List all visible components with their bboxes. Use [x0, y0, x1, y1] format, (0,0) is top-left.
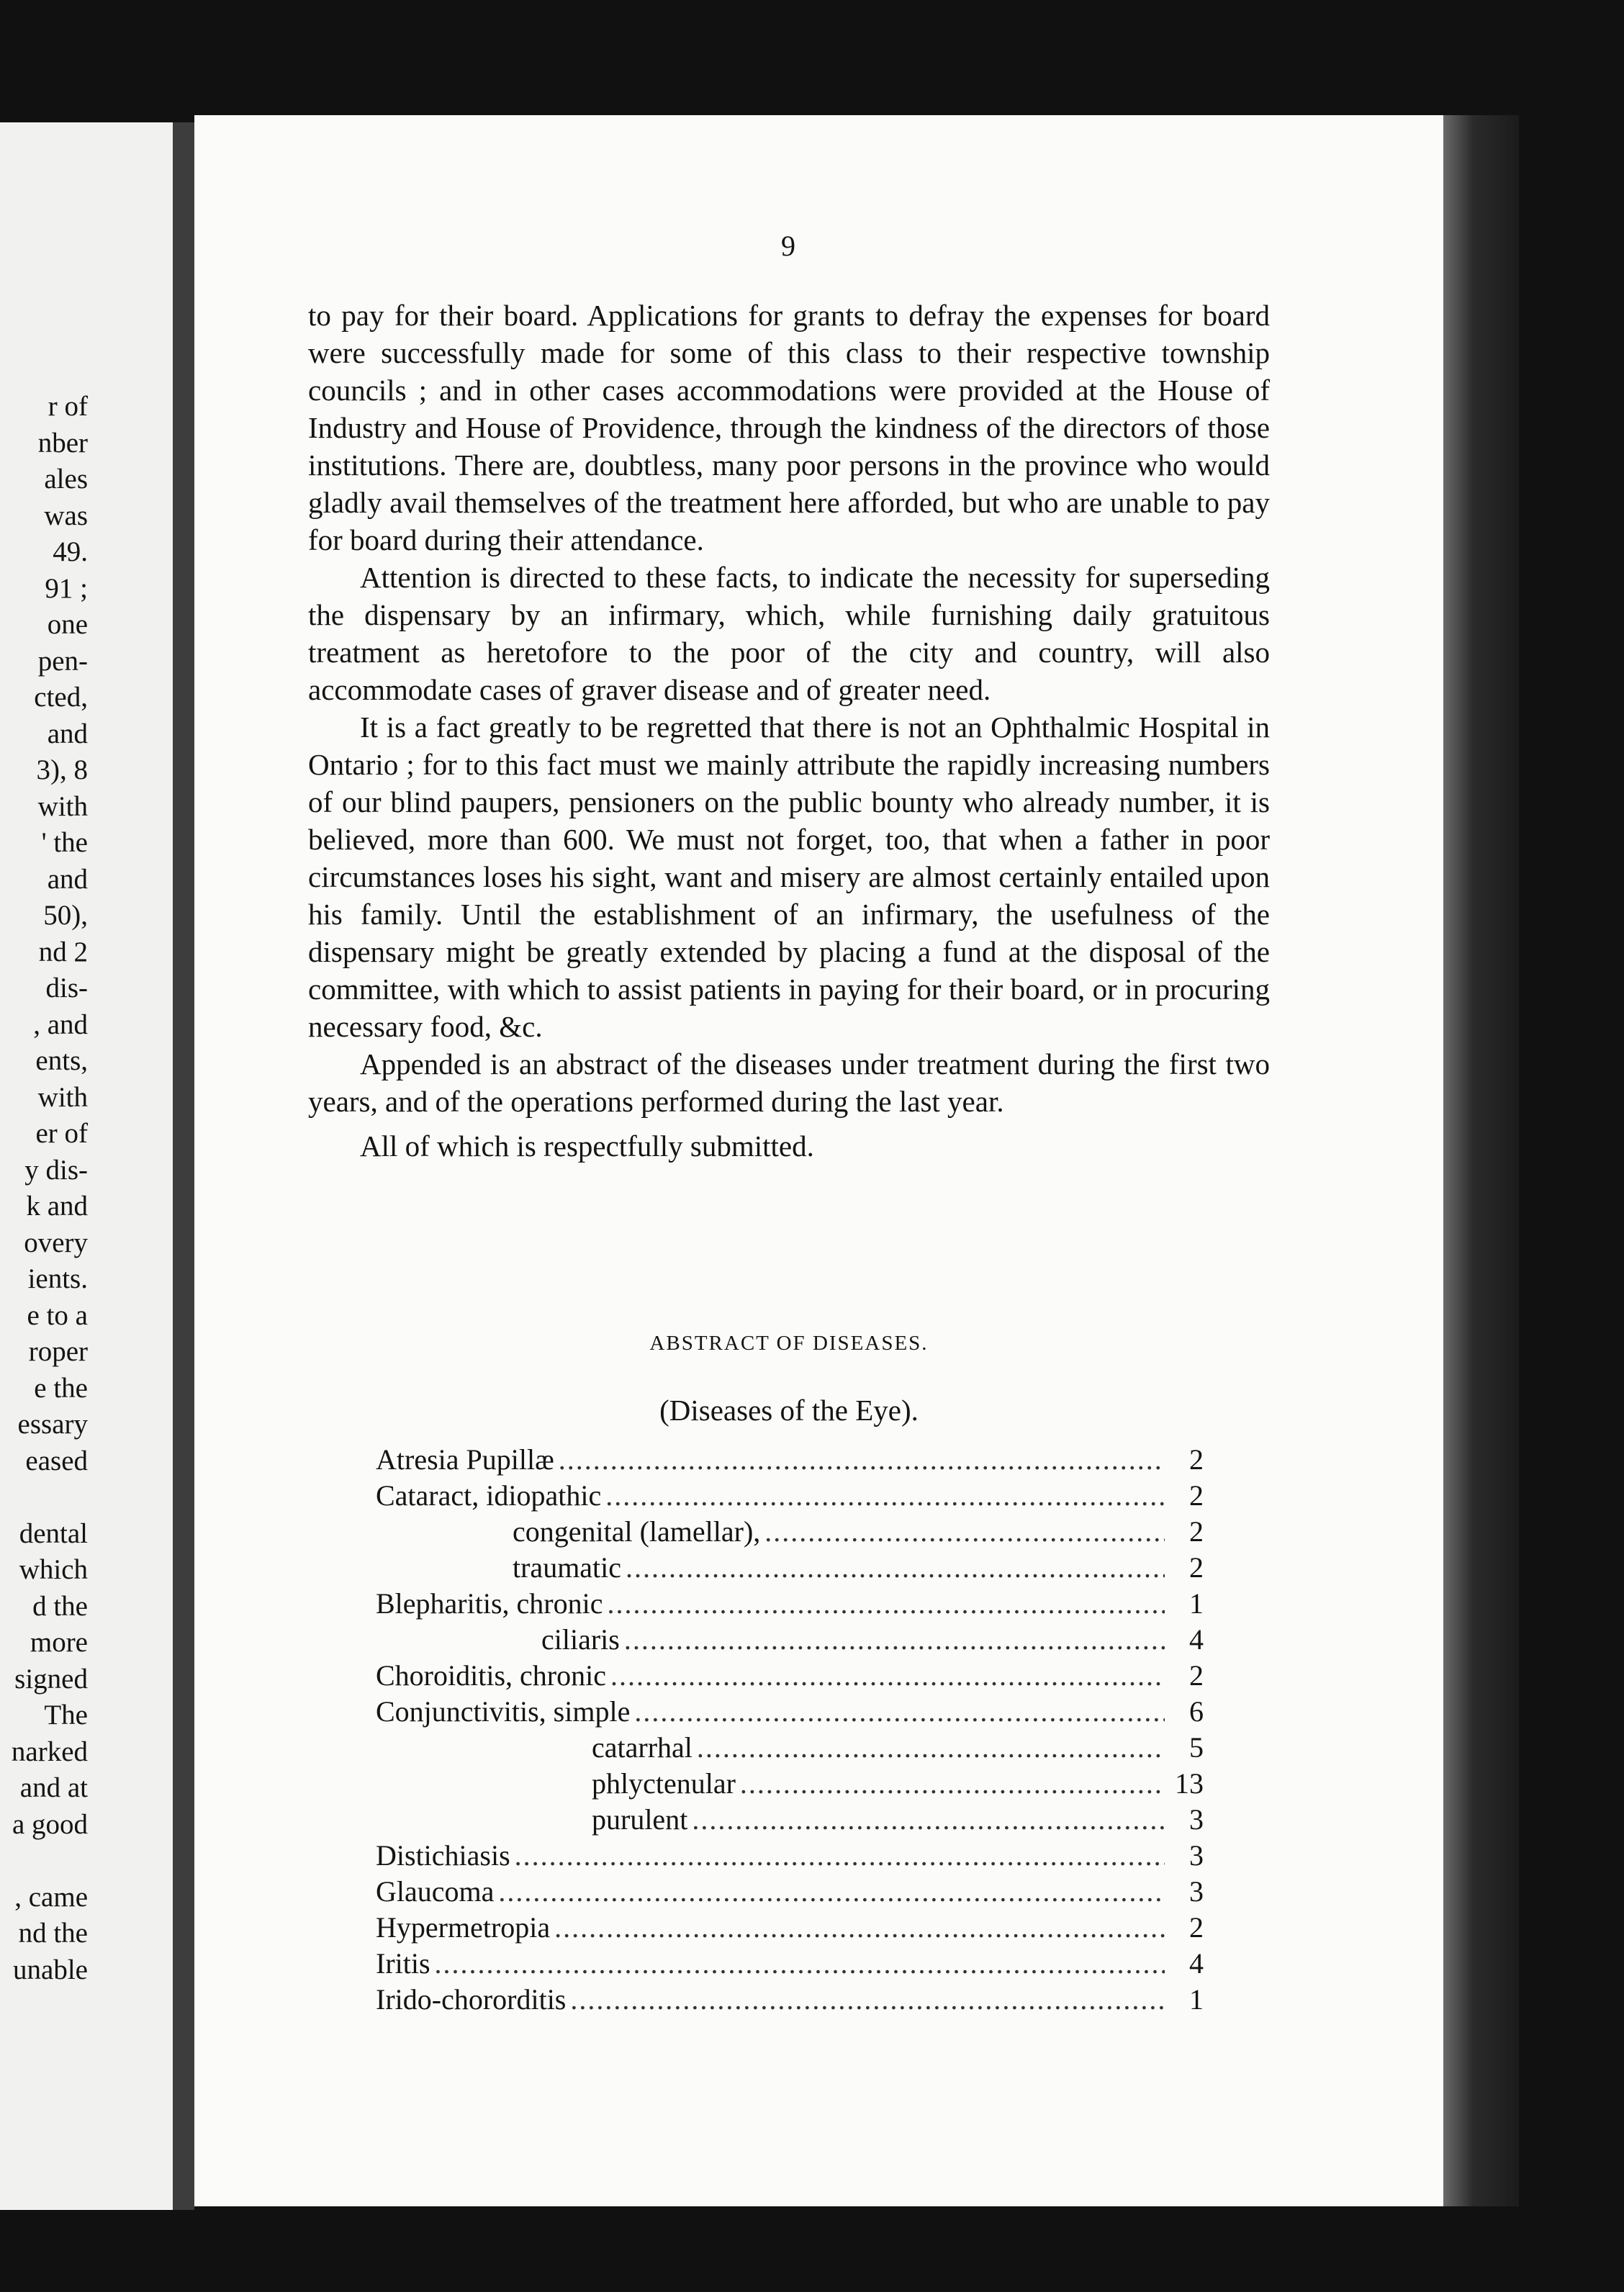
paragraph: It is a fact greatly to be regretted that there is not an Ophthalmic Hospital in Ontario ; for to this fact must we mainly attribute the rapidly increasing numbers of our blind paupers, pensioners on the public bounty who already number, it is believed, more than 600. We must not forget, too, that when a father in poor circumstances loses his sight, want and misery are almost certainly entailed upon his family. Until the establishment of an infirmary, the usefulness of the dispensary might be greatly extended by placing a fund at the disposal of the committee, with which to assist patients in paying for their board, or in procuring necessary food, &c.	[308, 710, 1270, 1043]
disease-name: Glaucoma	[376, 1875, 495, 1908]
paragraph: Attention is directed to these facts, to indicate the necessity for superseding the dispensary by an infirmary, which, while furnishing daily gratuitous treatment as heretofore to the poor of the city and country, will also accommodate cases of graver disease and of greater need.	[308, 561, 1270, 706]
disease-name: Hypermetropia	[376, 1911, 551, 1944]
dot-leader	[764, 1515, 1165, 1548]
page-number: 9	[781, 230, 795, 262]
disease-name: Blepharitis, chronic	[376, 1587, 603, 1620]
dot-leader	[559, 1443, 1165, 1476]
disease-name: Iritis	[376, 1947, 430, 1980]
left-page-line: r of	[48, 391, 88, 422]
left-page-line: narked	[11, 1736, 88, 1767]
left-page-line: more	[30, 1627, 88, 1658]
left-page-line: 50),	[43, 900, 88, 931]
disease-row	[376, 1587, 1204, 1623]
left-page-line: 3), 8	[36, 754, 88, 785]
disease-name: Cataract, idiopathic	[376, 1479, 602, 1512]
left-page-line: 91 ;	[45, 572, 88, 604]
left-page-line	[0, 1843, 88, 1880]
left-page-line: with	[37, 790, 88, 822]
left-page-line: was	[44, 500, 88, 531]
disease-name: congenital (lamellar),	[513, 1515, 761, 1548]
disease-count: 3	[1189, 1875, 1204, 1908]
disease-row	[376, 1659, 1204, 1695]
left-page-line: unable	[13, 1954, 88, 1985]
closing-line: All of which is respectfully submitted.	[360, 1129, 814, 1163]
dot-leader	[605, 1479, 1165, 1512]
disease-row	[376, 1946, 1204, 1982]
left-page-line: The	[44, 1700, 88, 1731]
page-edge	[1443, 115, 1519, 2206]
disease-count: 5	[1189, 1731, 1204, 1764]
disease-count: 4	[1189, 1623, 1204, 1656]
left-page-line: and	[47, 718, 88, 749]
disease-name: Choroiditis, chronic	[376, 1659, 606, 1692]
disease-row	[376, 1767, 1204, 1803]
left-page-line: signed	[14, 1663, 88, 1695]
left-page-line: er of	[35, 1118, 88, 1149]
book-gutter	[173, 122, 194, 2210]
disease-name: Distichiasis	[376, 1839, 510, 1872]
left-page-line: d the	[32, 1590, 88, 1622]
disease-count: 3	[1189, 1803, 1204, 1836]
left-page-line: cted,	[34, 682, 88, 713]
disease-count: 1	[1189, 1983, 1204, 2016]
left-page-line: ents,	[35, 1045, 88, 1076]
dot-leader	[697, 1731, 1165, 1764]
left-page-line: essary	[17, 1409, 88, 1440]
left-page-line: y dis-	[24, 1154, 88, 1186]
dot-leader	[740, 1767, 1165, 1800]
disease-row	[376, 1982, 1204, 2018]
body-text	[308, 297, 1270, 1165]
left-page-line: nd 2	[38, 936, 88, 967]
disease-row	[376, 1551, 1204, 1587]
dot-leader	[692, 1803, 1165, 1836]
disease-count: 4	[1189, 1947, 1204, 1980]
left-page-line: , and	[33, 1009, 88, 1040]
abstract-subtitle: (Diseases of the Eye).	[659, 1394, 919, 1427]
disease-row	[376, 1803, 1204, 1838]
left-page-line	[0, 1479, 88, 1516]
left-page-line: which	[19, 1554, 88, 1585]
left-page-line: a good	[12, 1808, 88, 1840]
left-page-line: and	[47, 863, 88, 895]
disease-row	[376, 1874, 1204, 1910]
left-page-line: nber	[37, 427, 88, 459]
dot-leader	[626, 1551, 1165, 1584]
left-page-line: and at	[19, 1772, 88, 1803]
disease-row	[376, 1695, 1204, 1731]
left-page-line: dis-	[45, 973, 88, 1003]
left-page-line: , came	[14, 1881, 88, 1913]
dot-leader	[498, 1874, 1165, 1908]
dot-leader	[610, 1659, 1165, 1692]
left-page-line: e to a	[27, 1299, 88, 1331]
disease-count: 1	[1189, 1587, 1204, 1620]
disease-list	[376, 1443, 1204, 2018]
disease-name: purulent	[592, 1803, 688, 1836]
disease-row	[376, 1838, 1204, 1874]
disease-count: 6	[1189, 1695, 1204, 1728]
left-page-line: pen-	[37, 645, 88, 677]
disease-count: 2	[1189, 1479, 1204, 1512]
paragraph: Appended is an abstract of the diseases under treatment during the first two years, and of the operations performed during the last year.	[308, 1047, 1270, 1118]
left-page-line: nd the	[18, 1918, 88, 1949]
disease-row	[376, 1479, 1204, 1515]
left-page-line: one	[47, 609, 88, 640]
left-page-line: ales	[44, 464, 88, 495]
left-page-line: with	[37, 1081, 88, 1113]
paragraph: to pay for their board. Applications for grants to defray the expenses for board were successfully made for some of this class to their respective township councils ; and in other cases accommodations were provided at the House of Industry and House of Providence, through the kindness of the directors of those institutions. There are, doubtless, many poor persons in the province who would gladly avail themselves of the treatment here afforded, but who are unable to pay for board during their attendance.	[308, 299, 1270, 556]
disease-name: catarrhal	[592, 1731, 693, 1764]
dot-leader	[515, 1838, 1165, 1872]
left-page	[0, 122, 173, 2210]
disease-count: 2	[1189, 1551, 1204, 1584]
disease-count: 3	[1189, 1839, 1204, 1872]
left-page-line: eased	[25, 1445, 88, 1476]
disease-row	[376, 1515, 1204, 1551]
dot-leader	[624, 1623, 1165, 1656]
dot-leader	[634, 1695, 1165, 1728]
dot-leader	[554, 1910, 1165, 1944]
dot-leader	[570, 1982, 1165, 2016]
disease-row	[376, 1910, 1204, 1946]
disease-name: traumatic	[513, 1551, 622, 1584]
left-page-line: roper	[28, 1336, 88, 1367]
disease-name: ciliaris	[541, 1623, 620, 1656]
disease-row	[376, 1443, 1204, 1479]
disease-count: 2	[1189, 1659, 1204, 1692]
disease-name: Irido-chororditis	[376, 1983, 567, 2016]
dot-leader	[607, 1587, 1165, 1620]
left-page-text	[0, 389, 88, 1988]
left-page-line: e the	[34, 1372, 88, 1404]
left-page-line: 49.	[53, 536, 88, 567]
left-page-line: dental	[19, 1517, 88, 1549]
disease-count: 2	[1189, 1515, 1204, 1548]
left-page-line: k and	[26, 1191, 88, 1222]
disease-name: phlyctenular	[592, 1767, 736, 1800]
disease-name: Atresia Pupillæ	[376, 1443, 554, 1476]
abstract-title: ABSTRACT OF DISEASES.	[649, 1332, 929, 1355]
disease-name: Conjunctivitis, simple	[376, 1695, 631, 1728]
left-page-line: ' the	[41, 827, 88, 858]
disease-count: 2	[1189, 1443, 1204, 1476]
disease-count: 13	[1175, 1767, 1204, 1800]
dot-leader	[435, 1946, 1165, 1980]
disease-row	[376, 1731, 1204, 1767]
disease-row	[376, 1623, 1204, 1659]
left-page-line: ients.	[27, 1263, 88, 1294]
left-page-line: overy	[24, 1227, 88, 1258]
disease-count: 2	[1189, 1911, 1204, 1944]
